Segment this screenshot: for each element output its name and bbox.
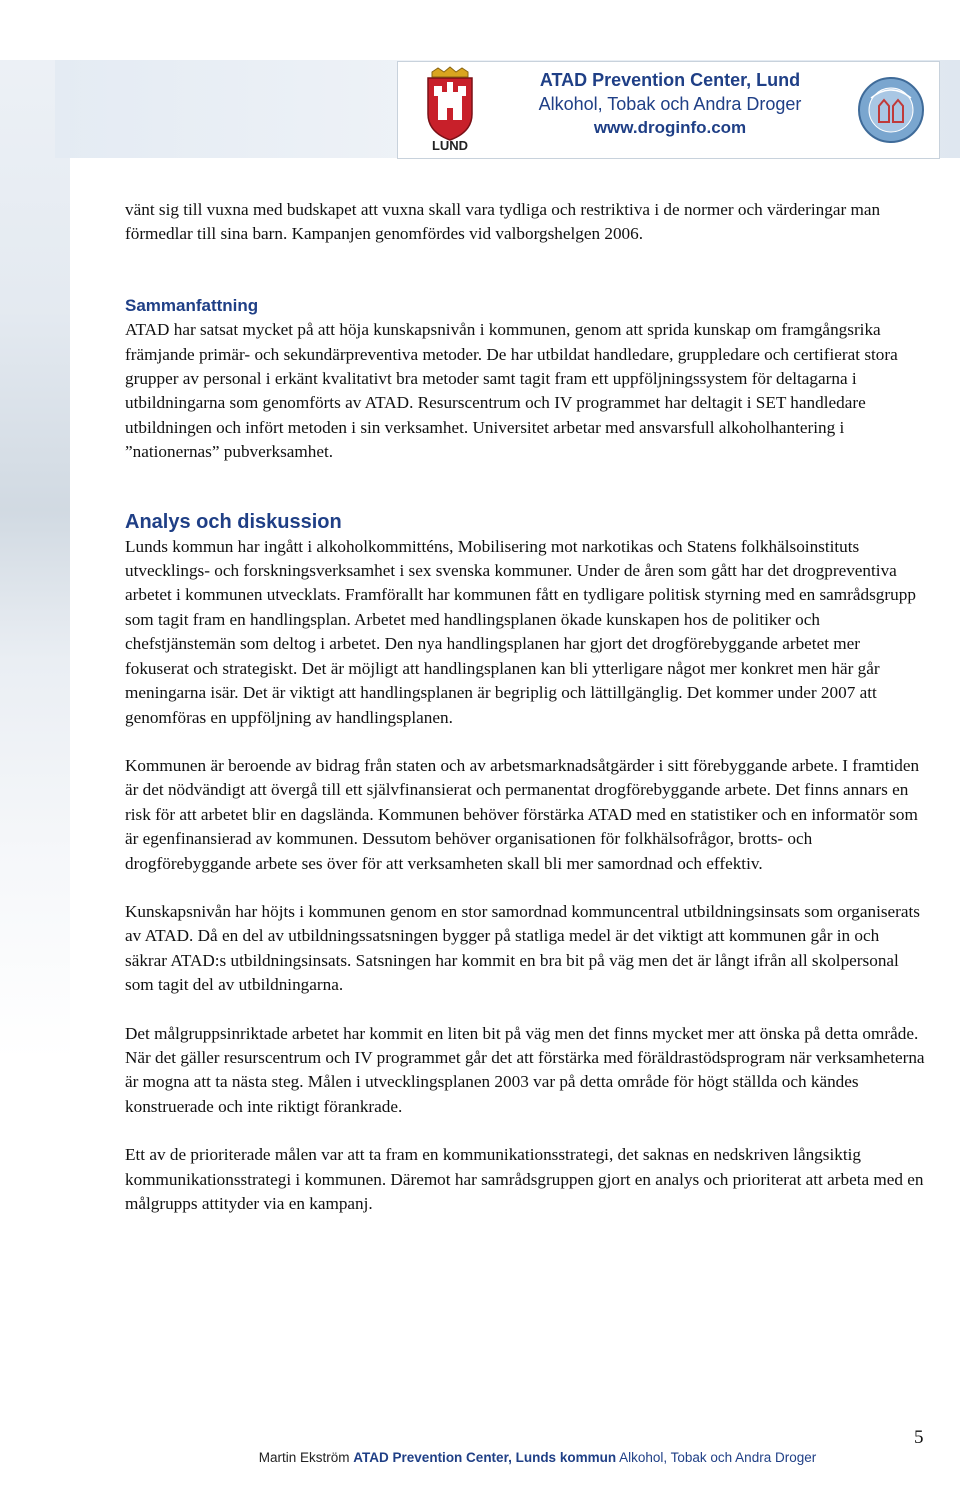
analysis-paragraph-4: Det målgruppsinriktade arbetet har kommit en liten bit på väg men det finns mycket mer att önska på detta område. När det gäller resurscentrum och IV programmet går det att förstärka med föräldrastödsprogram när verksamheterna är mogna att ta nästa steg. Målen i utvecklingsplanen 2003 var på detta område för högt ställda och kändes konstruerade och inte riktigt förankrade.	[125, 1023, 925, 1116]
page-footer	[0, 1450, 960, 1465]
intro-paragraph: vänt sig till vuxna med budskapet att vuxna skall vara tydliga och restriktiva i de normer och värderingar man förmedlar till sina barn. Kampanjen genomfördes vid valborgshelgen 2006.	[125, 200, 881, 244]
page-number: 5	[914, 1427, 924, 1448]
droginfo-emblem-icon	[857, 76, 925, 144]
crest-label: LUND	[431, 138, 469, 152]
analysis-paragraph-5: Ett av de prioriterade målen var att ta fram en kommunikationsstrategi, det saknas en nedskriven långsiktig kommunikationsstrategi i kommunen. Däremot har samrådsgruppen gjort en analys och prioriterat att arbeta med en målgrupps attityder via en kampanj.	[125, 1145, 924, 1213]
footer-author: Martin Ekström	[258, 1450, 350, 1465]
analysis-paragraph-1: Lunds kommun har ingått i alkoholkommitténs, Mobilisering mot narkotikas och Statens folkhälsoinstituts utvecklings- och forskningsverksamhet i sex svenska kommuner. Under de åren som gått har det drogpreventiva arbetet i kommunen utvecklats. Framförallt har kommunen fått en tydligare politisk styrning med en samrådsgrupp som tagit fram en handlingsplan. Arbetet med handlingsplanen ökade kunskapen hos de politiker och chefstjänstemän som deltog i arbetet. Den nya handlingsplanen har gjort det drogförebyggande arbetet mer fokuserat och strategiskt. Det är möjligt att handlingsplanen kan bli ytterligare något mer konkret men här går meningarna isär. Det är viktigt att handlingsplanen är begriplig och lättillgänglig. Det kommer under 2007 att genomföras en uppföljning av handlingsplanen.	[125, 536, 916, 727]
footer-tagline: Alkohol, Tobak och Andra Droger	[619, 1450, 817, 1465]
header-title: ATAD Prevention Center, Lund	[539, 70, 801, 90]
analysis-paragraph-3: Kunskapsnivån har höjts i kommunen genom en stor samordnad kommuncentral utbildningsinsats som organiserats av ATAD. Då en del av utbildningssatsningen bygger på statliga medel är det viktigt att kommunen går in och säkrar ATAD:s utbildningsinsats. Satsningen har kommit en bra bit på väg men det är långt ifrån all skolpersonal som tagit del av utbildningarna.	[125, 901, 920, 995]
analysis-heading: Analys och diskussion	[125, 510, 342, 533]
summary-paragraph: ATAD har satsat mycket på att höja kunskapsnivån i kommunen, genom att sprida kunskap om framgångsrika främjande primär- och sekundärpreventiva metoder. De har utbildat handledare, gruppledare och certifierat stora grupper av personal i erkänt kvalitativt bra metoder samt tagit fram ett uppföljningssystem för deltagarna i utbildningarna som genomförts av ATAD. Resurscentrum och IV programmet har deltagit i SET handledare utbildningen och infört metoden i sin verksamhet. Universitet arbetar med ansvarsfull alkoholhantering i ”nationernas” pubverksamhet.	[125, 320, 898, 462]
header-subtitle: Alkohol, Tobak och Andra Droger	[538, 94, 802, 114]
lund-crest-icon	[420, 66, 480, 152]
header-title-block	[480, 68, 860, 140]
summary-heading: Sammanfattning	[125, 295, 259, 315]
header-website-link[interactable]: www.droginfo.com	[593, 118, 747, 137]
document-body	[125, 198, 925, 1216]
footer-organization: ATAD Prevention Center, Lunds kommun	[353, 1450, 617, 1465]
analysis-paragraph-2: Kommunen är beroende av bidrag från staten och av arbetsmarknadsåtgärder i sitt förebyggande arbete. I framtiden är det nödvändigt att övergå till ett självfinansierat och permanentat drogförebyggande arbete. Det finns annars en risk för att arbetet blir en dagslända. Kommunen behöver förstärka ATAD med en statistiker och en informatör som är egenfinansierad av kommunen. Dessutom behöver organisationen för folkhälsofrågor, brotts- och drogförebyggande arbete ses över för att verksamheten skall bli mer samordnad och effektiv.	[125, 755, 920, 873]
background-image-strip	[0, 60, 70, 1060]
